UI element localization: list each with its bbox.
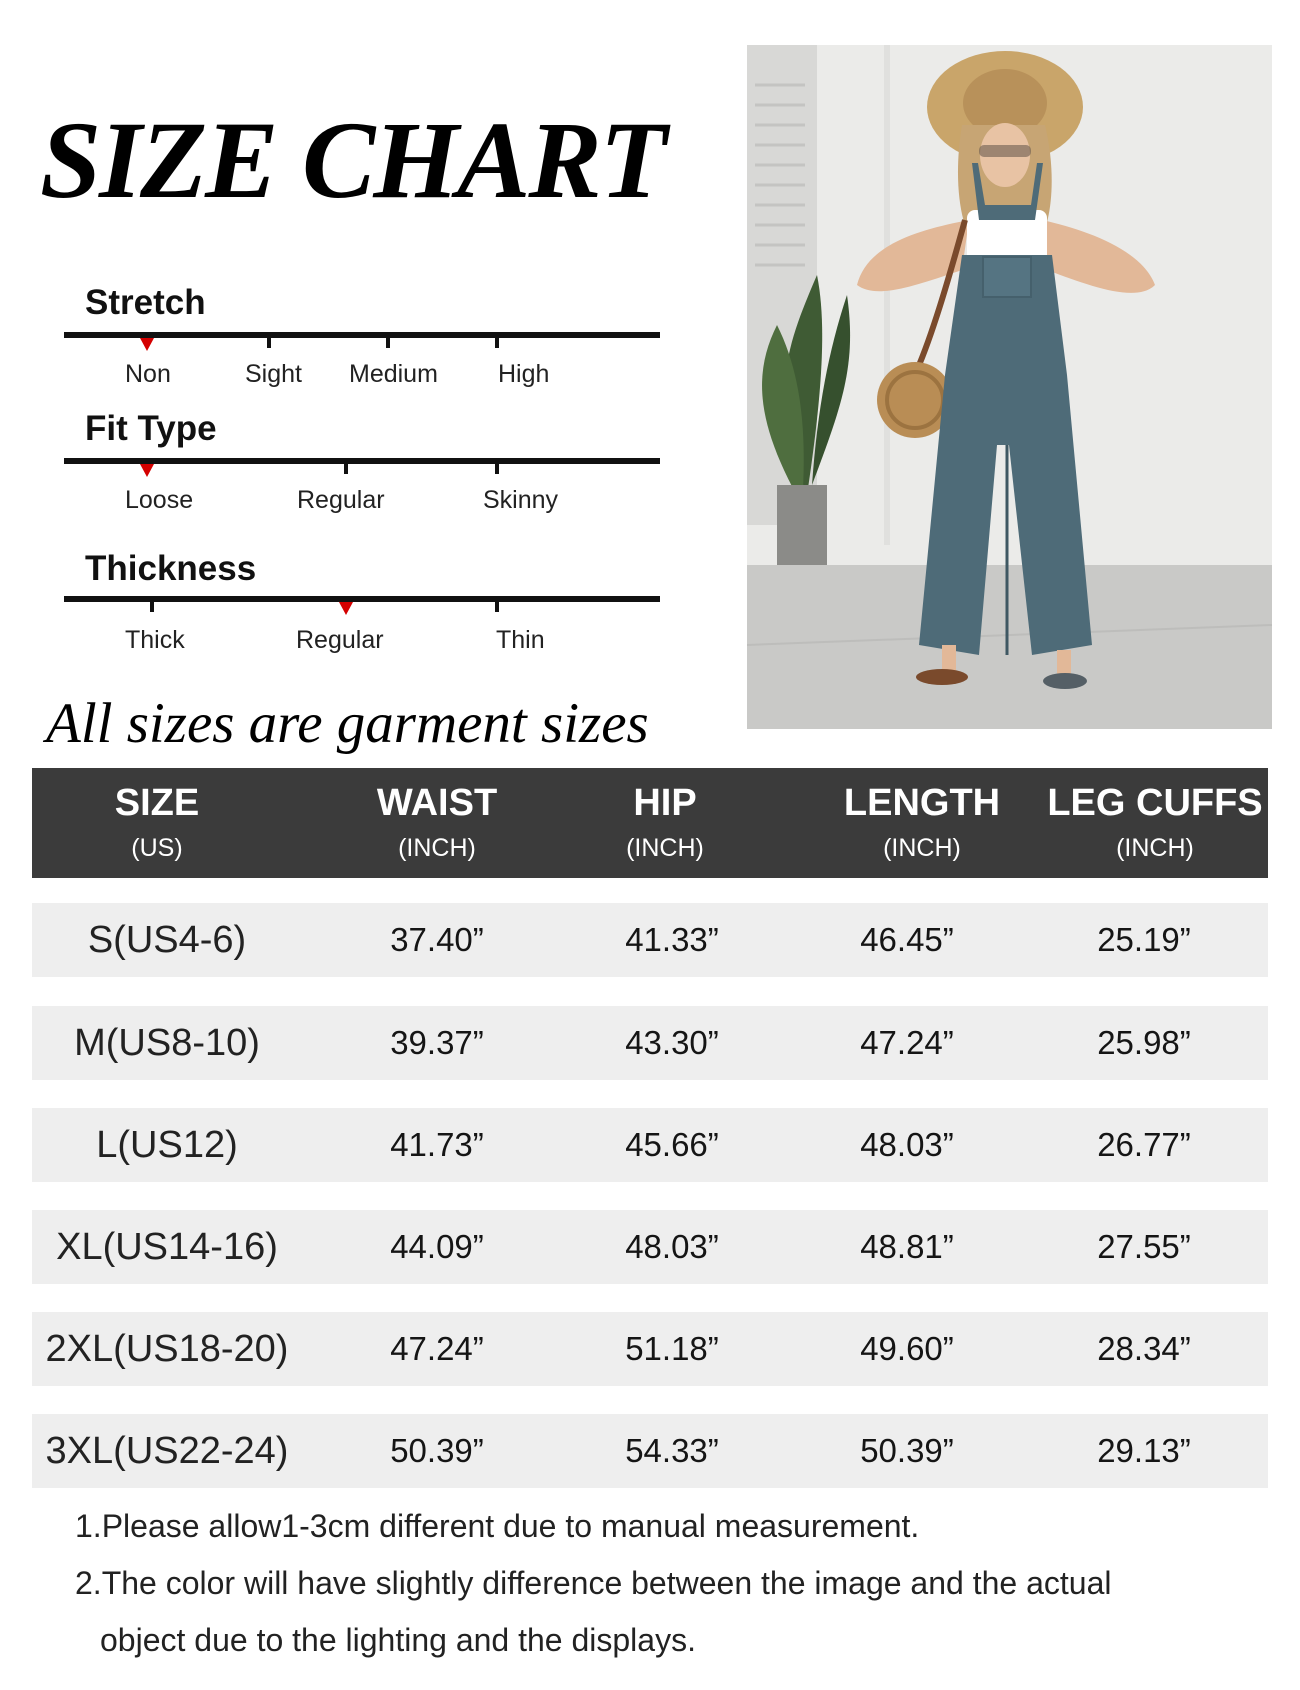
table-row [32, 903, 1268, 977]
scale-label: Non [125, 360, 171, 388]
header-leg-cuffs [1042, 768, 1268, 878]
hip-cell: 48.03” [625, 1228, 719, 1265]
product-photo [747, 45, 1272, 729]
model-illustration [747, 45, 1272, 729]
header-size [32, 768, 282, 878]
waist-cell: 41.73” [390, 1126, 484, 1163]
scale-label: Loose [125, 486, 194, 514]
header-hip [565, 768, 765, 878]
scale-label: Thin [496, 626, 545, 654]
header-length [812, 768, 1032, 878]
selected-marker-icon [140, 338, 154, 351]
scale-heading: Fit Type [85, 409, 217, 448]
length-cell: 48.03” [860, 1126, 954, 1163]
scale-tick [150, 600, 154, 612]
table-row [32, 1108, 1268, 1182]
size-cell: XL(US14-16) [56, 1226, 278, 1268]
scale-tick [386, 336, 390, 348]
hip-cell: 54.33” [625, 1432, 719, 1469]
scale-label: Thick [125, 626, 185, 654]
leg-cuffs-cell: 27.55” [1097, 1228, 1191, 1265]
hip-cell: 43.30” [625, 1024, 719, 1061]
scale-heading: Stretch [85, 283, 206, 322]
color-note-continued: object due to the lighting and the displays. [100, 1622, 696, 1658]
garment-size-subtitle: All sizes are garment sizes [46, 692, 649, 755]
table-header [32, 768, 1268, 878]
leg-cuffs-cell: 29.13” [1097, 1432, 1191, 1469]
header-waist [337, 768, 537, 878]
waist-cell: 47.24” [390, 1330, 484, 1367]
header-label: SIZE [114, 782, 200, 824]
table-row [32, 1312, 1268, 1386]
scale-label: High [498, 360, 550, 388]
scale-tick [495, 462, 499, 474]
size-cell: L(US12) [96, 1124, 238, 1166]
table-row [32, 1006, 1268, 1080]
waist-cell: 37.40” [390, 921, 484, 958]
length-cell: 48.81” [860, 1228, 954, 1265]
scale-heading: Thickness [85, 549, 257, 588]
size-cell: S(US4-6) [87, 919, 247, 961]
scale-label: Sight [245, 360, 302, 388]
header-unit: (INCH) [398, 834, 476, 862]
color-note: 2.The color will have slightly difference between the image and the actual [75, 1565, 1112, 1601]
hip-cell: 45.66” [625, 1126, 719, 1163]
hip-cell: 41.33” [625, 921, 719, 958]
scale-tick [495, 600, 499, 612]
scale-tick [267, 336, 271, 348]
header-unit: (INCH) [883, 834, 961, 862]
stretch-scale [64, 280, 660, 390]
selected-marker-icon [140, 464, 154, 477]
size-cell: 2XL(US18-20) [45, 1328, 289, 1370]
header-unit: (INCH) [1116, 834, 1194, 862]
header-label: LENGTH [843, 782, 1001, 824]
leg-cuffs-cell: 25.19” [1097, 921, 1191, 958]
waist-cell: 44.09” [390, 1228, 484, 1265]
header-label: WAIST [376, 782, 498, 824]
leg-cuffs-cell: 25.98” [1097, 1024, 1191, 1061]
header-label: HIP [633, 782, 697, 824]
hip-cell: 51.18” [625, 1330, 719, 1367]
scale-label: Regular [297, 486, 385, 514]
page-title: SIZE CHART [40, 99, 665, 221]
waist-cell: 50.39” [390, 1432, 484, 1469]
header-unit: (INCH) [626, 834, 704, 862]
scale-label: Regular [296, 626, 384, 654]
scale-tick [344, 462, 348, 474]
length-cell: 50.39” [860, 1432, 954, 1469]
waist-cell: 39.37” [390, 1024, 484, 1061]
scale-tick [495, 336, 499, 348]
leg-cuffs-cell: 26.77” [1097, 1126, 1191, 1163]
selected-marker-icon [339, 602, 353, 615]
measurement-note: 1.Please allow1-3cm different due to manual measurement. [75, 1508, 920, 1544]
header-label: LEG CUFFS [1047, 782, 1263, 824]
table-row [32, 1414, 1268, 1488]
size-cell: M(US8-10) [74, 1022, 260, 1064]
fit-type-scale [64, 406, 660, 516]
scale-label: Skinny [483, 486, 559, 514]
header-unit: (US) [131, 834, 183, 862]
table-row [32, 1210, 1268, 1284]
thickness-scale [64, 546, 660, 656]
length-cell: 47.24” [860, 1024, 954, 1061]
leg-cuffs-cell: 28.34” [1097, 1330, 1191, 1367]
length-cell: 46.45” [860, 921, 954, 958]
scale-label: Medium [349, 360, 438, 388]
length-cell: 49.60” [860, 1330, 954, 1367]
size-cell: 3XL(US22-24) [45, 1430, 289, 1472]
